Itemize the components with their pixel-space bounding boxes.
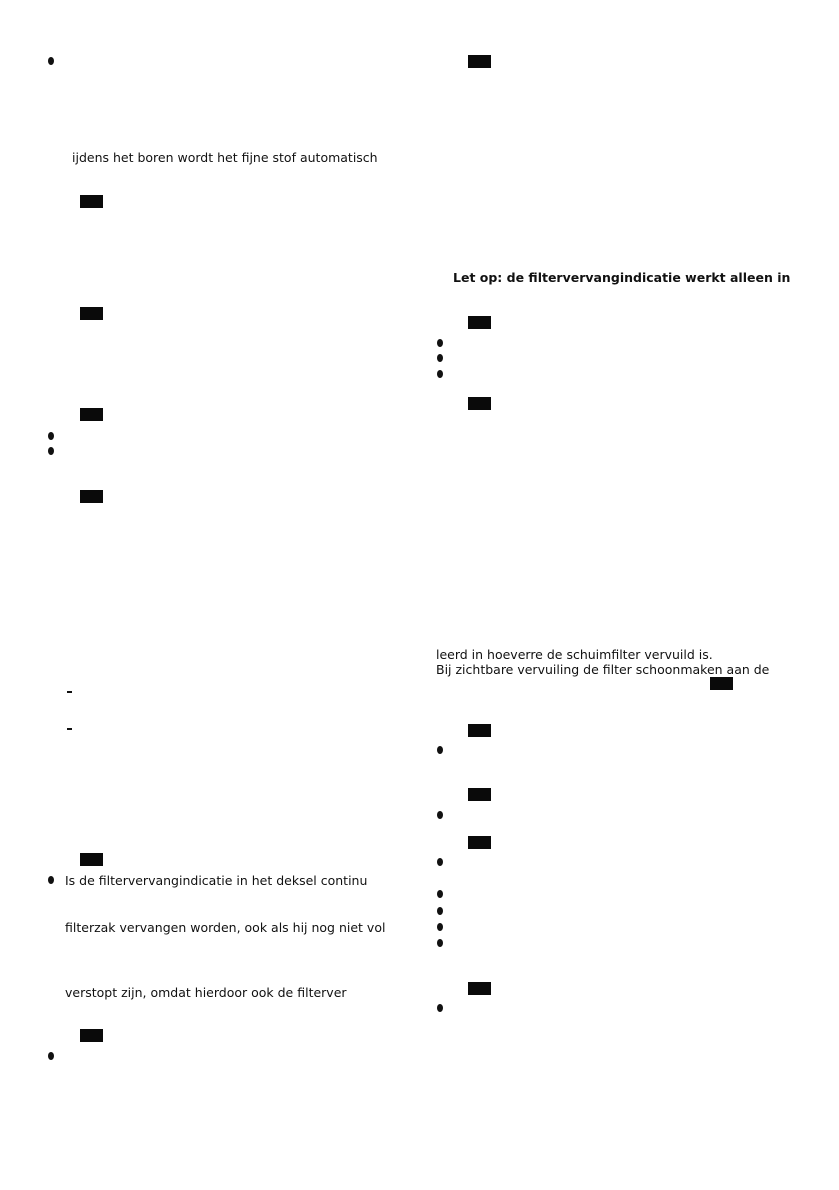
bullet-icon [48, 876, 54, 884]
left-text-line-3: filterzak vervangen worden, ook als hij nog niet vol [65, 920, 386, 935]
redacted-box [710, 677, 733, 690]
bullet-icon [437, 811, 443, 819]
redacted-box [80, 307, 103, 320]
redacted-box [468, 836, 491, 849]
bullet-icon [437, 339, 443, 347]
bullet-icon [48, 57, 54, 65]
redacted-box [80, 490, 103, 503]
right-text-line-1: leerd in hoeverre de schuimfilter vervuild is. [436, 647, 713, 662]
left-text-line-1: ijdens het boren wordt het fijne stof automatisch [72, 150, 378, 165]
redacted-box [80, 195, 103, 208]
dash-icon [67, 691, 72, 693]
redacted-box [468, 788, 491, 801]
bullet-icon [437, 890, 443, 898]
left-text-line-2: Is de filtervervangindicatie in het deksel continu [65, 873, 368, 888]
redacted-box [80, 408, 103, 421]
redacted-box [468, 982, 491, 995]
bullet-icon [437, 858, 443, 866]
bullet-icon [437, 923, 443, 931]
redacted-box [80, 1029, 103, 1042]
redacted-box [80, 853, 103, 866]
bullet-icon [437, 939, 443, 947]
bullet-icon [437, 354, 443, 362]
bullet-icon [48, 447, 54, 455]
left-text-line-4: verstopt zijn, omdat hierdoor ook de filterver [65, 985, 347, 1000]
bullet-icon [48, 1052, 54, 1060]
bullet-icon [437, 907, 443, 915]
right-text-line-2: Bij zichtbare vervuiling de filter schoonmaken aan de [436, 662, 770, 677]
redacted-box [468, 55, 491, 68]
redacted-box [468, 316, 491, 329]
redacted-box [468, 397, 491, 410]
filter-indicator-note: Let op: de filtervervangindicatie werkt alleen in [453, 270, 791, 285]
dash-icon [67, 728, 72, 730]
bullet-icon [48, 432, 54, 440]
bullet-icon [437, 1004, 443, 1012]
redacted-box [468, 724, 491, 737]
bullet-icon [437, 370, 443, 378]
bullet-icon [437, 746, 443, 754]
